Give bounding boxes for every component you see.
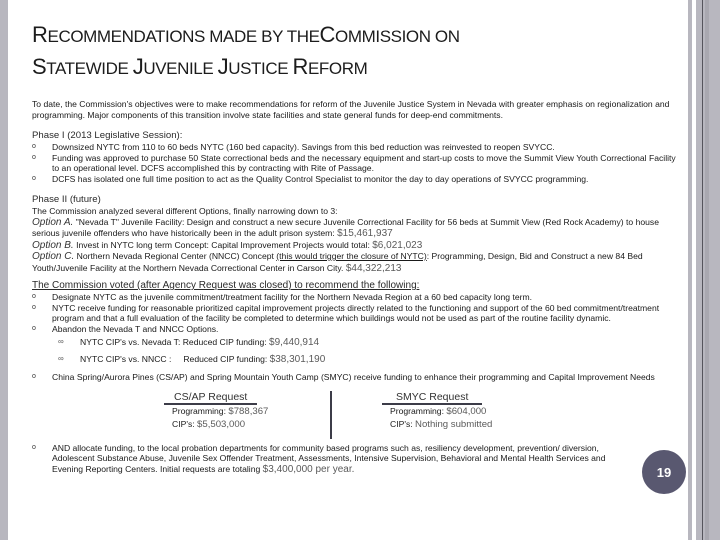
slide-frame-right-stripe [705, 0, 709, 540]
amount: $5,503,000 [197, 418, 246, 430]
requests-panel [32, 391, 682, 451]
smyc-request [382, 391, 492, 431]
slide-frame-left [0, 0, 8, 540]
list-item [32, 443, 632, 476]
title-smallcaps: UVENILE [143, 59, 218, 78]
option-a [32, 217, 682, 240]
label: Programming: [172, 405, 229, 416]
slide-title [32, 20, 672, 84]
slide-frame-right-inner [688, 0, 692, 540]
list-item [32, 324, 682, 369]
title-cap: R [32, 22, 48, 47]
amount: $604,000 [446, 405, 487, 417]
amount: Nothing submitted [415, 418, 493, 430]
intro-paragraph: To date, the Commission's objectives were to make recommendations for reform of the Juvenile Justice System in Nevada with greater emphasis on regionalization and programming. Major components of this transition involve state facilities and state general funds for deep-end commitments. [32, 99, 670, 120]
title-smallcaps: OMMISSION ON [335, 27, 460, 46]
option-b-text: Invest in NYTC long term Concept: Capital Improvement Projects would total: [73, 239, 373, 250]
option-a-text: "Nevada T" Juvenile Facility: Design and construct a new secure Juvenile Correctional Facility for 56 beds at Summit View (Red Rock Academy) to house serious juvenile offenders who have historically been in the adult prison system: [32, 216, 659, 238]
smyc-request-title: SMYC Request [382, 391, 482, 405]
bullet-circle-icon: o [32, 303, 36, 311]
option-c-label: Option C. [32, 251, 75, 262]
list-item-text: Downsized NYTC from 110 to 60 beds NYTC (160 bed capacity). Savings from this bed reduction was reinvested to reopen SVYCC. [52, 142, 555, 152]
sub-item-amount: $9,440,914 [269, 337, 320, 348]
list-item [32, 142, 682, 153]
slide-frame-right-line [702, 0, 703, 540]
option-c-text-after: : Programming, Design, Bid and Construct a new 84 Bed Youth/Juvenile Facility at the Northern Nevada Correctional Center in Carson City. [32, 251, 643, 273]
title-smallcaps: USTICE [228, 59, 293, 78]
vote-list [32, 292, 682, 383]
option-c-text: Northern Nevada Regional Center (NNCC) Concept [74, 251, 277, 261]
requests-divider [330, 391, 332, 439]
final-list [32, 443, 632, 476]
label: CIP's: [390, 418, 416, 429]
bullet-circle-icon: o [32, 443, 36, 451]
final-amount: $3,400,000 per year. [262, 463, 355, 475]
title-cap: J [217, 54, 229, 79]
bullet-circle-icon: o [32, 293, 36, 300]
list-item [32, 174, 682, 185]
list-item-text: Abandon the Nevada T and NNCC Options. [52, 323, 219, 334]
sub-item-label: NYTC CIP's vs. Nevada T: Reduced CIP funding: [80, 337, 270, 347]
title-cap: S [32, 54, 47, 79]
sub-item-label: NYTC CIP's vs. NNCC : Reduced CIP funding: [80, 354, 270, 364]
smyc-cips [390, 418, 492, 431]
page-number-badge: 19 [642, 450, 686, 494]
csap-request-title: CS/AP Request [164, 391, 257, 405]
option-c-amount: $44,322,213 [345, 262, 402, 274]
bullet-circle-icon: o [32, 373, 36, 380]
vote-heading: The Commission voted (after Agency Request was closed) to recommend the following: [32, 280, 420, 291]
title-smallcaps: TATEWIDE [46, 59, 133, 78]
list-item-text: Funding was approved to purchase 50 State correctional beds and the necessary equipment and start-up costs to move the Summit View Youth Correctional Facility to an operational level. DCFS accomplished this by contracting with Rite of Passage. [52, 152, 676, 173]
list-item-text: DCFS has isolated one full time position to act as the Quality Control Specialist to monitor the day to day operations of SVYCC programming. [52, 173, 589, 184]
label: CIP's: [172, 418, 198, 429]
list-item-text: NYTC receive funding for reasonable prioritized capital improvement projects directly related to the functioning and support of the 60 bed commitment/treatment program and that a full evaluation of the facility be completed to determine which buildings would not be used as part of the routine facility dynamic. [52, 302, 660, 323]
title-cap: R [292, 54, 308, 79]
option-b [32, 240, 682, 252]
option-c [32, 251, 682, 274]
sub-bullet-icon: ∞ [58, 354, 64, 363]
list-item [32, 292, 682, 303]
bullet-circle-icon: o [32, 153, 36, 161]
title-cap: J [132, 54, 144, 79]
sub-list-item [58, 351, 682, 368]
csap-request [164, 391, 268, 431]
sub-list-item [58, 334, 682, 351]
option-a-amount: $15,461,937 [337, 228, 393, 239]
list-item-text: AND allocate funding, to the local probation departments for community based programs such as, resiliency development, prevention/ diversion, Adolescent Substance Abuse, Juvenile Sex Offender Treatment, Assessments, Intensive Supervision, Behavioral and Mental Health Services and Evening Reporting Centers. Initial requests are totaling [52, 442, 606, 474]
option-a-label: Option A. [32, 216, 74, 228]
abandon-sublist [58, 334, 682, 368]
list-item [32, 153, 682, 174]
csap-programming [172, 405, 268, 418]
csap-cips [172, 418, 268, 431]
sub-bullet-icon: ∞ [58, 337, 64, 346]
smyc-programming [390, 405, 492, 418]
option-b-amount: $6,021,023 [372, 239, 423, 251]
slide-body [32, 99, 682, 475]
list-item-text: Designate NYTC as the juvenile commitment/treatment facility for the Northern Nevada Region at a 60 bed capacity long term. [52, 292, 533, 302]
title-smallcaps: ECOMMENDATIONS MADE BY THE [47, 27, 320, 46]
label: Programming: [390, 405, 447, 416]
bullet-circle-icon: o [32, 143, 36, 150]
option-b-label: Option B. [32, 239, 74, 251]
list-item [32, 303, 682, 324]
title-cap: C [319, 22, 336, 47]
phase2-intro: The Commission analyzed several different Options, finally narrowing down to 3: [32, 206, 338, 216]
phase2-heading: Phase II (future) [32, 194, 101, 205]
list-item-text: China Spring/Aurora Pines (CS/AP) and Spring Mountain Youth Camp (SMYC) receive funding to enhance their programming and Capital Improvement Needs [52, 372, 655, 382]
bullet-circle-icon: o [32, 174, 36, 182]
list-item [32, 372, 682, 383]
title-smallcaps: EFORM [307, 59, 368, 78]
amount: $788,367 [228, 405, 269, 417]
phase1-heading: Phase I (2013 Legislative Session): [32, 130, 183, 141]
option-c-underlined-note: (this would trigger the closure of NYTC) [276, 251, 427, 261]
sub-item-amount: $38,301,190 [269, 354, 326, 365]
phase1-list [32, 142, 682, 184]
bullet-circle-icon: o [32, 324, 36, 332]
